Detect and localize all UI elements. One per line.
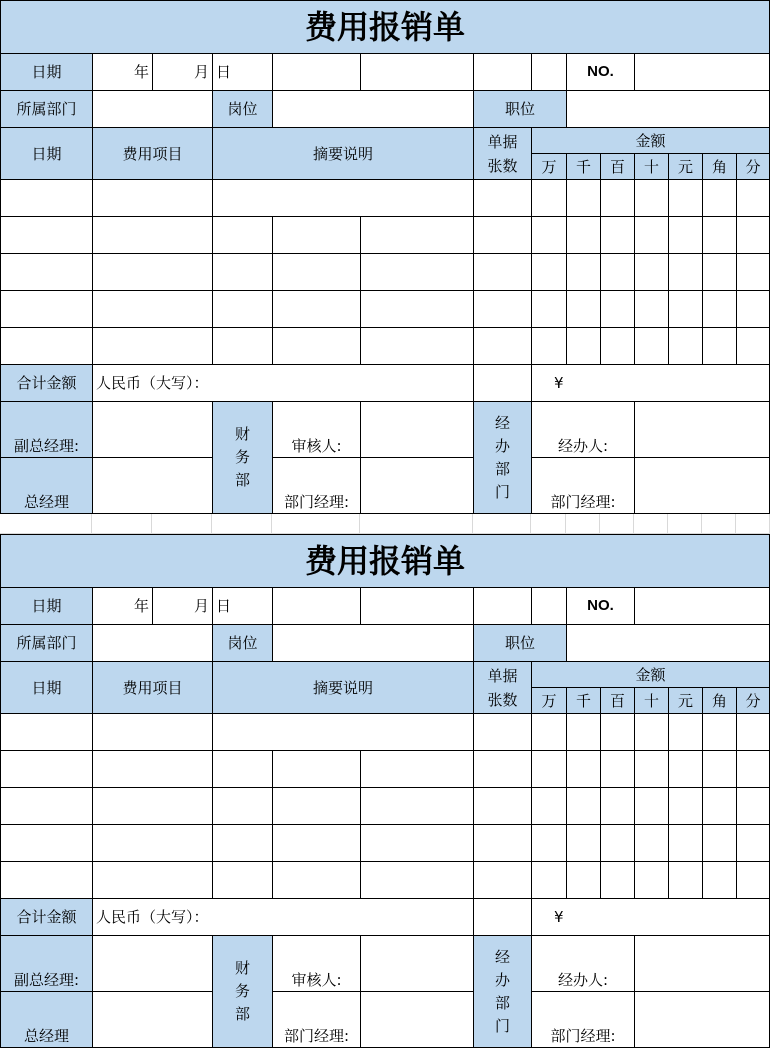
form1-date-blank-2[interactable]	[360, 53, 474, 91]
form1-row4-desc-a[interactable]	[212, 327, 273, 365]
form2-post-field[interactable]	[272, 624, 474, 662]
form1-date-blank-1[interactable]	[272, 53, 361, 91]
form2-unit-4: 元	[668, 687, 703, 714]
form1-row1-bills[interactable]	[473, 216, 532, 254]
form2-row1-amt-3[interactable]	[634, 750, 669, 788]
form1-row1-item[interactable]	[92, 216, 213, 254]
form2-row2-bills[interactable]	[473, 787, 532, 825]
form1-row4-amt-2[interactable]	[600, 327, 635, 365]
form1-vice-gm-label: 副总经理:	[0, 401, 93, 458]
form2-col-date: 日期	[0, 661, 93, 714]
form1-finance-char-2: 部	[234, 471, 250, 489]
form1-row1-desc-b[interactable]	[272, 216, 361, 254]
form1-row2-amt-1[interactable]	[566, 253, 601, 291]
form1-row4-amt-4[interactable]	[668, 327, 703, 365]
form1-col-amount: 金额	[531, 127, 770, 154]
form1-row3-date[interactable]	[0, 290, 93, 328]
form2-reviewer-field[interactable]	[360, 935, 474, 992]
spacer-cell	[152, 514, 212, 534]
form2-row3-item[interactable]	[92, 824, 213, 862]
form1-row0-date[interactable]	[0, 179, 93, 217]
form2-row3-amt-6[interactable]	[736, 824, 770, 862]
form1-finance-char-0: 财	[234, 425, 250, 443]
form2-handler-label: 经办人:	[531, 935, 635, 992]
form1-row2-amt-0[interactable]	[531, 253, 567, 291]
form2-gm-label: 总经理	[0, 991, 93, 1048]
form1-finance-char-1: 务	[234, 448, 250, 466]
form1-handler-field[interactable]	[634, 401, 770, 458]
form1-row1-amt-5[interactable]	[702, 216, 737, 254]
form2-row4-item[interactable]	[92, 861, 213, 899]
form1-row4-desc-b[interactable]	[272, 327, 361, 365]
form1-row1-amt-6[interactable]	[736, 216, 770, 254]
form1-row3-item[interactable]	[92, 290, 213, 328]
form1-yen-field[interactable]: ¥	[531, 364, 770, 402]
form1-row3-amt-1[interactable]	[566, 290, 601, 328]
form1-row2-desc-a[interactable]	[212, 253, 273, 291]
form1-row4-amt-0[interactable]	[531, 327, 567, 365]
form1-row0-amt-2[interactable]	[600, 179, 635, 217]
form2-finance-label	[212, 935, 273, 1048]
form1-col-desc: 摘要说明	[212, 127, 474, 180]
form1-row3-amt-6[interactable]	[736, 290, 770, 328]
form1-no-label: NO.	[566, 53, 635, 91]
form1-row0-amt-4[interactable]	[668, 179, 703, 217]
form2-row1-date[interactable]	[0, 750, 93, 788]
form1-row4-amt-1[interactable]	[566, 327, 601, 365]
form1-row0-amt-6[interactable]	[736, 179, 770, 217]
form2-row0-date[interactable]	[0, 713, 93, 751]
form1-row0-amt-5[interactable]	[702, 179, 737, 217]
form2-row1-amt-1[interactable]	[566, 750, 601, 788]
form2-date-blank-4[interactable]	[531, 587, 567, 625]
form1-row3-desc-b[interactable]	[272, 290, 361, 328]
form1-rmb-field[interactable]: 人民币（大写）：	[92, 364, 474, 402]
form1-unit-5: 角	[702, 153, 737, 180]
form2-row3-desc-a[interactable]	[212, 824, 273, 862]
form2-row2-item[interactable]	[92, 787, 213, 825]
form1-row4-amt-5[interactable]	[702, 327, 737, 365]
form2-handling-mgr-field[interactable]	[634, 991, 770, 1048]
form2-col-bills-line1: 单据	[487, 666, 518, 685]
form2-row1-amt-5[interactable]	[702, 750, 737, 788]
form1-row1-desc-c[interactable]	[360, 216, 474, 254]
form2-row0-amt-5[interactable]	[702, 713, 737, 751]
form1-row2-amt-4[interactable]	[668, 253, 703, 291]
form2-row4-desc-c[interactable]	[360, 861, 474, 899]
form2-row3-bills[interactable]	[473, 824, 532, 862]
form1-row2-amt-2[interactable]	[600, 253, 635, 291]
form2-dept-mgr-field[interactable]	[360, 991, 474, 1048]
form2-total-blank[interactable]	[473, 898, 532, 936]
form2-row0-amt-0[interactable]	[531, 713, 567, 751]
form2-month-field[interactable]: 月	[152, 587, 213, 625]
form1-row1-amt-1[interactable]	[566, 216, 601, 254]
form2-position-label: 职位	[473, 624, 567, 662]
form1-handling-char-0: 经	[494, 413, 510, 432]
form2-row1-desc-b[interactable]	[272, 750, 361, 788]
form2-row4-amt-2[interactable]	[600, 861, 635, 899]
form2-date-blank-1[interactable]	[272, 587, 361, 625]
spacer-cell	[634, 514, 668, 534]
form1-row3-amt-4[interactable]	[668, 290, 703, 328]
form1-row4-desc-c[interactable]	[360, 327, 474, 365]
spacer-cell	[668, 514, 702, 534]
form2-unit-3: 十	[634, 687, 669, 714]
form2-row2-amt-2[interactable]	[600, 787, 635, 825]
form2-row4-amt-0[interactable]	[531, 861, 567, 899]
form1-row0-amt-1[interactable]	[566, 179, 601, 217]
form1-month-field[interactable]: 月	[152, 53, 213, 91]
form2-row3-amt-2[interactable]	[600, 824, 635, 862]
form1-row0-amt-3[interactable]	[634, 179, 669, 217]
spacer-cell	[272, 514, 360, 534]
form1-dept-label: 所属部门	[0, 90, 93, 128]
form1-col-date: 日期	[0, 127, 93, 180]
form2-row4-bills[interactable]	[473, 861, 532, 899]
form2-row0-amt-6[interactable]	[736, 713, 770, 751]
form2-unit-2: 百	[600, 687, 635, 714]
form1-handling-char-2: 部	[494, 459, 510, 478]
form2-dept-label: 所属部门	[0, 624, 93, 662]
form2-row4-amt-6[interactable]	[736, 861, 770, 899]
form2-row4-desc-a[interactable]	[212, 861, 273, 899]
form1-position-label: 职位	[473, 90, 567, 128]
form2-row2-amt-1[interactable]	[566, 787, 601, 825]
form2-row4-amt-1[interactable]	[566, 861, 601, 899]
form2-total-label: 合计金额	[0, 898, 93, 936]
form2-finance-char-0: 财	[234, 959, 250, 977]
form1-row1-amt-4[interactable]	[668, 216, 703, 254]
spacer-cell	[92, 514, 152, 534]
form2-no-label: NO.	[566, 587, 635, 625]
form2-row2-amt-0[interactable]	[531, 787, 567, 825]
form1-row2-amt-3[interactable]	[634, 253, 669, 291]
form1-vice-gm-field[interactable]	[92, 401, 213, 458]
form1-col-bills-line1: 单据	[487, 132, 518, 151]
form1-row0-amt-0[interactable]	[531, 179, 567, 217]
form1-handling-mgr-label: 部门经理:	[531, 457, 635, 514]
form2-yen-field[interactable]: ¥	[531, 898, 770, 936]
spacer-cell	[212, 514, 272, 534]
form1-title: 费用报销单	[0, 0, 770, 54]
form1-col-bills	[473, 127, 532, 180]
form1-row3-amt-2[interactable]	[600, 290, 635, 328]
form2-row4-desc-b[interactable]	[272, 861, 361, 899]
form2-row2-date[interactable]	[0, 787, 93, 825]
form1-day-field[interactable]: 日	[212, 53, 273, 91]
form2-row1-amt-2[interactable]	[600, 750, 635, 788]
form1-row0-bills[interactable]	[473, 179, 532, 217]
form2-row1-desc-a[interactable]	[212, 750, 273, 788]
form1-handling-char-1: 办	[494, 436, 510, 455]
form2-handling-char-3: 门	[494, 1016, 510, 1035]
form2-row3-date[interactable]	[0, 824, 93, 862]
form1-row1-desc-a[interactable]	[212, 216, 273, 254]
form1-row2-date[interactable]	[0, 253, 93, 291]
form1-total-blank[interactable]	[473, 364, 532, 402]
form1-gm-label: 总经理	[0, 457, 93, 514]
form1-row3-amt-0[interactable]	[531, 290, 567, 328]
form2-col-bills	[473, 661, 532, 714]
form2-date-blank-2[interactable]	[360, 587, 474, 625]
form2-col-desc: 摘要说明	[212, 661, 474, 714]
form2-row2-amt-6[interactable]	[736, 787, 770, 825]
spacer-cell	[702, 514, 736, 534]
form2-row3-amt-3[interactable]	[634, 824, 669, 862]
form2-no-field[interactable]	[634, 587, 770, 625]
form1-finance-label	[212, 401, 273, 514]
form2-handling-dept-label	[473, 935, 532, 1048]
form2-row0-amt-4[interactable]	[668, 713, 703, 751]
form2-handling-char-1: 办	[494, 970, 510, 989]
form1-row4-bills[interactable]	[473, 327, 532, 365]
form2-row4-amt-3[interactable]	[634, 861, 669, 899]
form2-row3-amt-0[interactable]	[531, 824, 567, 862]
spacer-cell	[0, 514, 92, 534]
form2-col-bills-line2: 张数	[487, 690, 518, 709]
form1-dept-field[interactable]	[92, 90, 213, 128]
form2-year-field[interactable]: 年	[92, 587, 153, 625]
form1-post-label: 岗位	[212, 90, 273, 128]
form2-row2-amt-4[interactable]	[668, 787, 703, 825]
form2-row0-bills[interactable]	[473, 713, 532, 751]
form1-row4-amt-3[interactable]	[634, 327, 669, 365]
form1-dept-mgr-field[interactable]	[360, 457, 474, 514]
form1-no-field[interactable]	[634, 53, 770, 91]
spacer-cell	[566, 514, 600, 534]
form2-dept-field[interactable]	[92, 624, 213, 662]
form2-date-blank-3[interactable]	[473, 587, 532, 625]
form1-col-item: 费用项目	[92, 127, 213, 180]
form1-reviewer-field[interactable]	[360, 401, 474, 458]
form2-handling-mgr-label: 部门经理:	[531, 991, 635, 1048]
spacer-cell	[736, 514, 770, 534]
form2-row3-amt-5[interactable]	[702, 824, 737, 862]
form1-position-field[interactable]	[566, 90, 770, 128]
form1-post-field[interactable]	[272, 90, 474, 128]
form1-handling-char-3: 门	[494, 482, 510, 501]
form2-gm-field[interactable]	[92, 991, 213, 1048]
form2-unit-6: 分	[736, 687, 770, 714]
form1-handling-dept-label	[473, 401, 532, 514]
form2-finance-char-1: 务	[234, 982, 250, 1000]
form1-row2-desc-b[interactable]	[272, 253, 361, 291]
form1-row1-amt-3[interactable]	[634, 216, 669, 254]
form2-row1-bills[interactable]	[473, 750, 532, 788]
form2-row4-amt-4[interactable]	[668, 861, 703, 899]
form1-year-field[interactable]: 年	[92, 53, 153, 91]
spacer-cell	[600, 514, 634, 534]
form2-row2-desc-a[interactable]	[212, 787, 273, 825]
form2-handler-field[interactable]	[634, 935, 770, 992]
form1-row2-item[interactable]	[92, 253, 213, 291]
form2-col-amount: 金额	[531, 661, 770, 688]
form1-date-blank-3[interactable]	[473, 53, 532, 91]
form2-col-item: 费用项目	[92, 661, 213, 714]
form2-unit-1: 千	[566, 687, 601, 714]
spacer-cell	[360, 514, 473, 534]
form2-day-field[interactable]: 日	[212, 587, 273, 625]
form2-row2-desc-b[interactable]	[272, 787, 361, 825]
form1-row3-amt-5[interactable]	[702, 290, 737, 328]
form1-row0-desc[interactable]	[212, 179, 474, 217]
form1-row1-amt-0[interactable]	[531, 216, 567, 254]
spacer-cell	[531, 514, 566, 534]
form2-handling-char-0: 经	[494, 947, 510, 966]
form1-unit-1: 千	[566, 153, 601, 180]
form2-row4-amt-5[interactable]	[702, 861, 737, 899]
form1-unit-4: 元	[668, 153, 703, 180]
form1-row3-desc-a[interactable]	[212, 290, 273, 328]
form2-row2-amt-3[interactable]	[634, 787, 669, 825]
form2-row0-desc[interactable]	[212, 713, 474, 751]
form2-position-field[interactable]	[566, 624, 770, 662]
form1-row4-amt-6[interactable]	[736, 327, 770, 365]
form1-row0-item[interactable]	[92, 179, 213, 217]
form2-row1-item[interactable]	[92, 750, 213, 788]
form2-row0-amt-2[interactable]	[600, 713, 635, 751]
form2-row3-amt-1[interactable]	[566, 824, 601, 862]
form2-unit-5: 角	[702, 687, 737, 714]
form1-row1-amt-2[interactable]	[600, 216, 635, 254]
form2-dept-mgr-label: 部门经理:	[272, 991, 361, 1048]
form2-unit-0: 万	[531, 687, 567, 714]
form1-date-blank-4[interactable]	[531, 53, 567, 91]
form2-row3-desc-c[interactable]	[360, 824, 474, 862]
form2-row1-amt-6[interactable]	[736, 750, 770, 788]
form1-row2-bills[interactable]	[473, 253, 532, 291]
form1-row4-date[interactable]	[0, 327, 93, 365]
form1-total-label: 合计金额	[0, 364, 93, 402]
form2-row2-amt-5[interactable]	[702, 787, 737, 825]
form2-row3-desc-b[interactable]	[272, 824, 361, 862]
form1-row1-date[interactable]	[0, 216, 93, 254]
form2-row4-date[interactable]	[0, 861, 93, 899]
form1-reviewer-label: 审核人:	[272, 401, 361, 458]
form1-row2-amt-6[interactable]	[736, 253, 770, 291]
form1-handler-label: 经办人:	[531, 401, 635, 458]
spacer-cell	[473, 514, 531, 534]
form1-unit-2: 百	[600, 153, 635, 180]
form2-title: 费用报销单	[0, 534, 770, 588]
form2-row1-amt-4[interactable]	[668, 750, 703, 788]
form2-row0-amt-1[interactable]	[566, 713, 601, 751]
form1-row3-amt-3[interactable]	[634, 290, 669, 328]
form2-reviewer-label: 审核人:	[272, 935, 361, 992]
form1-unit-6: 分	[736, 153, 770, 180]
form2-date-label: 日期	[0, 587, 93, 625]
form2-row2-desc-c[interactable]	[360, 787, 474, 825]
form2-row1-desc-c[interactable]	[360, 750, 474, 788]
form2-row1-amt-0[interactable]	[531, 750, 567, 788]
form1-col-bills-line2: 张数	[487, 156, 518, 175]
form1-handling-mgr-field[interactable]	[634, 457, 770, 514]
form1-dept-mgr-label: 部门经理:	[272, 457, 361, 514]
form2-post-label: 岗位	[212, 624, 273, 662]
form2-vice-gm-field[interactable]	[92, 935, 213, 992]
form1-unit-3: 十	[634, 153, 669, 180]
form2-handling-char-2: 部	[494, 993, 510, 1012]
form1-gm-field[interactable]	[92, 457, 213, 514]
form2-row0-item[interactable]	[92, 713, 213, 751]
form1-row3-desc-c[interactable]	[360, 290, 474, 328]
form2-finance-char-2: 部	[234, 1005, 250, 1023]
form2-row0-amt-3[interactable]	[634, 713, 669, 751]
form1-row2-amt-5[interactable]	[702, 253, 737, 291]
form2-rmb-field[interactable]: 人民币（大写）：	[92, 898, 474, 936]
form1-unit-0: 万	[531, 153, 567, 180]
form2-vice-gm-label: 副总经理:	[0, 935, 93, 992]
form1-date-label: 日期	[0, 53, 93, 91]
form1-row3-bills[interactable]	[473, 290, 532, 328]
form1-row2-desc-c[interactable]	[360, 253, 474, 291]
form2-row3-amt-4[interactable]	[668, 824, 703, 862]
form1-row4-item[interactable]	[92, 327, 213, 365]
